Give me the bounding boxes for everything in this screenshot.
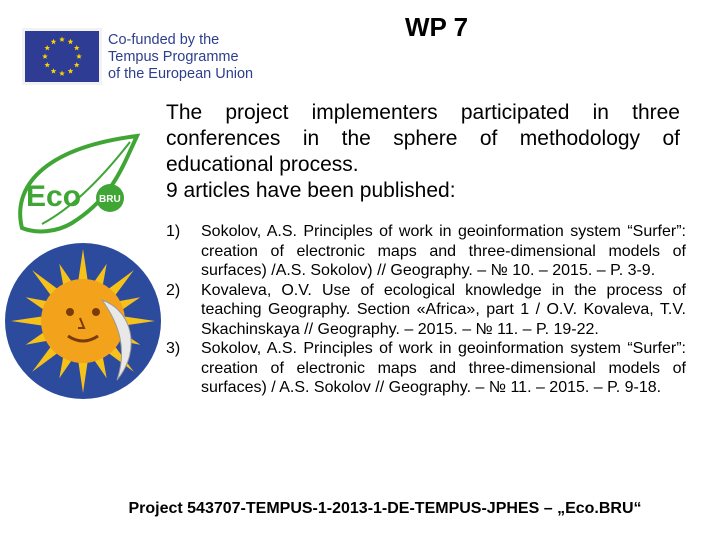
list-item-number: 1)	[166, 223, 181, 240]
intro-text	[166, 100, 680, 204]
list-item	[166, 339, 686, 398]
university-sun-logo-icon	[2, 240, 164, 402]
eco-logo-text: Eco	[26, 180, 82, 213]
list-item	[166, 281, 686, 340]
list-item-number: 3)	[166, 340, 181, 357]
intro-line: educational process.	[166, 153, 359, 176]
intro-line: conferences in the sphere of methodology of	[166, 127, 680, 150]
eu-flag-icon	[22, 28, 102, 85]
eu-funding-text	[108, 32, 253, 83]
list-item-text: Sokolov, A.S. Principles of work in geoinformation system “Surfer”: creation of electronic maps and three-dimensional models of surfaces) /A.S. Sokolov) // Geography. – № 10. – 2015. – P. 3-9.	[201, 223, 686, 279]
list-item-number: 2)	[166, 281, 181, 299]
eu-text-line: of the European Union	[108, 66, 254, 82]
eu-tempus-logo	[22, 28, 262, 88]
list-item-text: Sokolov, A.S. Principles of work in geoinformation system “Surfer”: creation of electronic maps and three-dimensional models of surfaces) / A.S. Sokolov // Geography. – № 11. – 2015. – P. 9-18.	[201, 340, 686, 396]
eco-logo-subtext: BRU	[99, 194, 121, 205]
page-title: WP 7	[405, 12, 469, 42]
eco-bru-logo-icon	[2, 128, 150, 238]
list-item	[166, 222, 686, 281]
project-footer: Project 543707-TEMPUS-1-2013-1-DE-TEMPUS-JPHES – „Eco.BRU“	[128, 500, 642, 517]
intro-line: 9 articles have been published:	[166, 179, 456, 202]
eu-text-line: Tempus Programme	[108, 49, 239, 65]
list-item-text: Kovaleva, O.V. Use of ecological knowledge in the process of teaching Geography. Section «Africa», part 1 / O.V. Kovaleva, T.V. Skachinskaya // Geography. – 2015. – № 11. – P. 19-22.	[201, 281, 686, 338]
intro-line: The project implementers participated in three	[166, 101, 680, 124]
articles-list	[166, 222, 686, 398]
eu-text-line: Co-funded by the	[108, 32, 220, 48]
